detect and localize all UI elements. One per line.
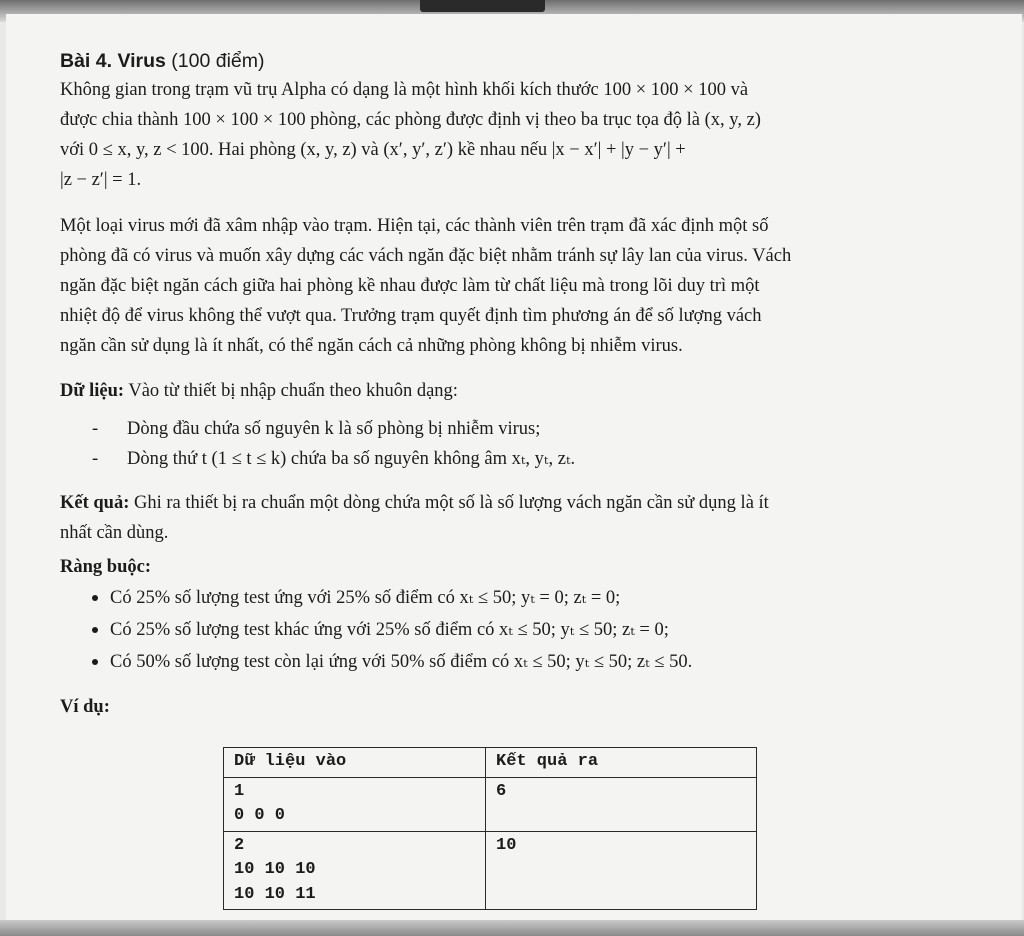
list-item: - Dòng thứ t (1 ≤ t ≤ k) chứa ba số nguyên không âm xₜ, yₜ, zₜ. — [60, 444, 932, 474]
list-item: Có 25% số lượng test ứng với 25% số điểm có xₜ ≤ 50; yₜ = 0; zₜ = 0; — [60, 582, 932, 614]
story-line: ngăn cần sử dụng là ít nhất, có thể ngăn cách cả những phòng không bị nhiễm virus. — [60, 336, 683, 356]
constraints-list — [60, 582, 932, 678]
list-item: - Dòng đầu chứa số nguyên k là số phòng bị nhiễm virus; — [60, 414, 932, 444]
table-header-row — [224, 748, 757, 778]
title-label: Bài 4. Virus — [60, 50, 166, 72]
input-label: Dữ liệu: — [60, 381, 125, 401]
table-cell-input: 1 0 0 0 — [224, 777, 486, 831]
constraints-heading — [60, 552, 932, 582]
table-cell-output: 6 — [486, 777, 757, 831]
input-text: Vào từ thiết bị nhập chuẩn theo khuôn dạng: — [128, 381, 458, 401]
document-page — [6, 14, 1022, 922]
output-text: Ghi ra thiết bị ra chuẩn một dòng chứa một số là số lượng vách ngăn cần sử dụng là ít — [134, 493, 769, 513]
constraints-label: Ràng buộc: — [60, 557, 151, 577]
bottom-edge — [0, 920, 1024, 936]
story-line: ngăn đặc biệt ngăn cách giữa hai phòng kề nhau được làm từ chất liệu mà trong lõi duy trì một — [60, 276, 760, 296]
story-line: nhiệt độ để virus không thể vượt qua. Trưởng trạm quyết định tìm phương án để số lượng vách — [60, 306, 762, 326]
table-header: Kết quả ra — [486, 748, 757, 778]
output-section — [60, 488, 932, 548]
output-text: nhất cần dùng. — [60, 523, 169, 543]
intro-line: được chia thành 100 × 100 × 100 phòng, các phòng được định vị theo ba trục tọa độ là (x, y, z) — [60, 110, 761, 130]
title-points: (100 điểm) — [171, 50, 265, 72]
intro-line: với 0 ≤ x, y, z < 100. Hai phòng (x, y, z) và (x′, y′, z′) kề nhau nếu |x − x′| + |y − y′| + — [60, 140, 686, 160]
example-label: Ví dụ: — [60, 697, 110, 717]
intro-line: |z − z′| = 1. — [60, 170, 142, 190]
table-row — [224, 831, 757, 910]
story-line: Một loại virus mới đã xâm nhập vào trạm. Hiện tại, các thành viên trên trạm đã xác định một số — [60, 216, 769, 236]
input-section — [60, 376, 932, 406]
example-table — [223, 747, 757, 910]
table-header: Dữ liệu vào — [224, 748, 486, 778]
output-label: Kết quả: — [60, 493, 130, 513]
problem-statement — [60, 48, 932, 722]
table-cell-output: 10 — [486, 831, 757, 910]
story-line: phòng đã có virus và muốn xây dựng các vách ngăn đặc biệt nhằm tránh sự lây lan của virus. Vách — [60, 246, 792, 266]
intro-line: Không gian trong trạm vũ trụ Alpha có dạng là một hình khối kích thước 100 × 100 × 100 và — [60, 80, 749, 100]
list-item: Có 50% số lượng test còn lại ứng với 50% số điểm có xₜ ≤ 50; yₜ ≤ 50; zₜ ≤ 50. — [60, 646, 932, 678]
input-format-list — [60, 414, 932, 474]
story-paragraph — [60, 211, 932, 361]
table-row — [224, 777, 757, 831]
table-cell-input: 2 10 10 10 10 10 11 — [224, 831, 486, 910]
example-heading — [60, 692, 932, 722]
intro-paragraph — [60, 75, 932, 195]
camera-notch — [420, 0, 545, 12]
problem-title — [60, 48, 932, 74]
list-item: Có 25% số lượng test khác ứng với 25% số điểm có xₜ ≤ 50; yₜ ≤ 50; zₜ = 0; — [60, 614, 932, 646]
